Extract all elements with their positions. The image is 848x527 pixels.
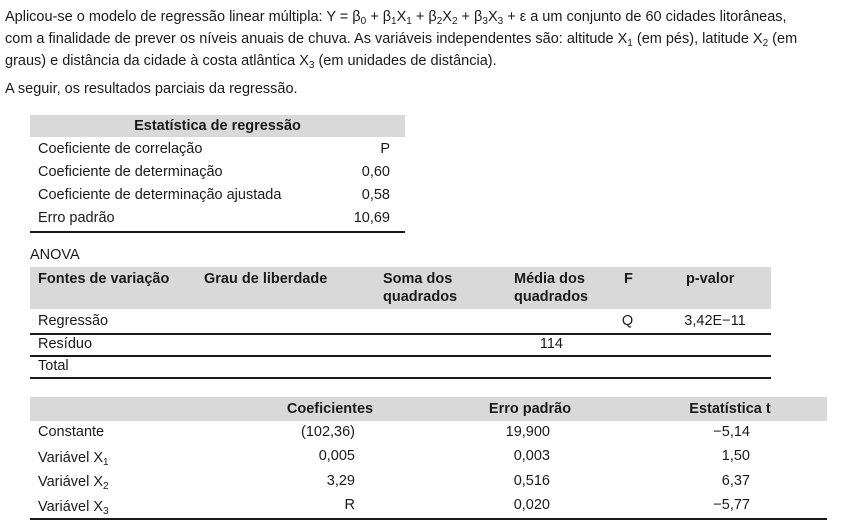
anova-row-total-source: Total <box>38 358 69 374</box>
coef-row-x3-coef: R <box>344 497 355 513</box>
coef-row-x3-label: Variável $X_3$ <box>38 499 109 517</box>
intro-line-2: com a finalidade de prever os níveis anuais de chuva. As variáveis independentes são: altitude $X_1$ (em pés), latitude $X_2$ (em <box>5 31 798 49</box>
coef-row-constant-se: 19,900 <box>505 424 550 440</box>
anova-header-f: F <box>624 271 633 287</box>
coef-row-constant-label: Constante <box>38 424 105 440</box>
coef-row-constant-coef: (102,36) <box>300 424 355 440</box>
coef-header-coef: Coeficientes <box>286 401 374 417</box>
coef-row-x1-coef: 0,005 <box>318 448 355 464</box>
coef-header-se: Erro padrão <box>488 401 572 417</box>
intro-line-3: graus) e distância da cidade à costa atlântica $X_3$ (em unidades de distância). <box>5 53 497 71</box>
anova-row-regression-f: Q <box>621 313 634 329</box>
stats-label-std-error: Erro padrão <box>38 210 115 226</box>
coef-row-constant-t: −5,14 <box>713 424 750 440</box>
coef-row-x1-label: Variável $X_1$ <box>38 450 109 468</box>
coef-row-x1-t: 1,50 <box>721 448 750 464</box>
coef-row-x1-se: 0,003 <box>513 448 550 464</box>
coef-row-x3-t: −5,77 <box>713 497 750 513</box>
coef-row-x3-se: 0,020 <box>513 497 550 513</box>
stats-table-header: Estatística de regressão <box>30 115 405 137</box>
coef-header-t: Estatística t <box>689 401 771 417</box>
anova-header-ms-1: Média dos <box>514 271 585 287</box>
anova-header-pvalue: p-valor <box>686 271 735 287</box>
stats-value-correlation: P <box>380 141 390 157</box>
coef-row-x2-t: 6,37 <box>721 473 750 489</box>
coef-row-x2-label: Variável $X_2$ <box>38 474 109 492</box>
stats-bottom-rule <box>30 231 405 233</box>
anova-rule-1 <box>30 333 771 335</box>
stats-value-determination: 0,60 <box>361 164 390 180</box>
stats-label-correlation: Coeficiente de correlação <box>38 141 203 157</box>
coef-row-x2-coef: 3,29 <box>326 473 355 489</box>
anova-header-ms-2: quadrados <box>514 289 589 305</box>
coef-bottom-rule <box>30 518 827 520</box>
anova-row-residual-source: Resíduo <box>38 336 93 352</box>
stats-label-adjusted: Coeficiente de determinação ajustada <box>38 187 282 203</box>
anova-row-residual-ms: 114 <box>539 336 563 352</box>
anova-row-regression-source: Regressão <box>38 313 109 329</box>
anova-caption: ANOVA <box>30 247 80 263</box>
stats-label-determination: Coeficiente de determinação <box>38 164 223 180</box>
anova-header-source: Fontes de variação <box>38 271 170 287</box>
anova-header-ss-2: quadrados <box>383 289 458 305</box>
intro-text <box>5 6 843 100</box>
anova-rule-2 <box>30 355 771 357</box>
anova-bottom-rule <box>30 377 771 379</box>
stats-value-std-error: 10,69 <box>353 210 390 226</box>
anova-header-df: Grau de liberdade <box>204 271 328 287</box>
coef-row-x2-se: 0,516 <box>513 473 550 489</box>
anova-header-ss-1: Soma dos <box>383 271 453 287</box>
intro-line-1: Aplicou-se o modelo de regressão linear múltipla: $Y = \beta_0 + \beta_1X_1 + \beta_2X_2 + \beta_3X_3 + \varepsilon$ a um conjunto de 60 cidades litorâneas, <box>5 9 787 27</box>
intro-line-4: A seguir, os resultados parciais da regressão. <box>5 81 298 97</box>
anova-row-regression-p: 3,42E−11 <box>684 313 746 329</box>
stats-value-adjusted: 0,58 <box>361 187 390 203</box>
